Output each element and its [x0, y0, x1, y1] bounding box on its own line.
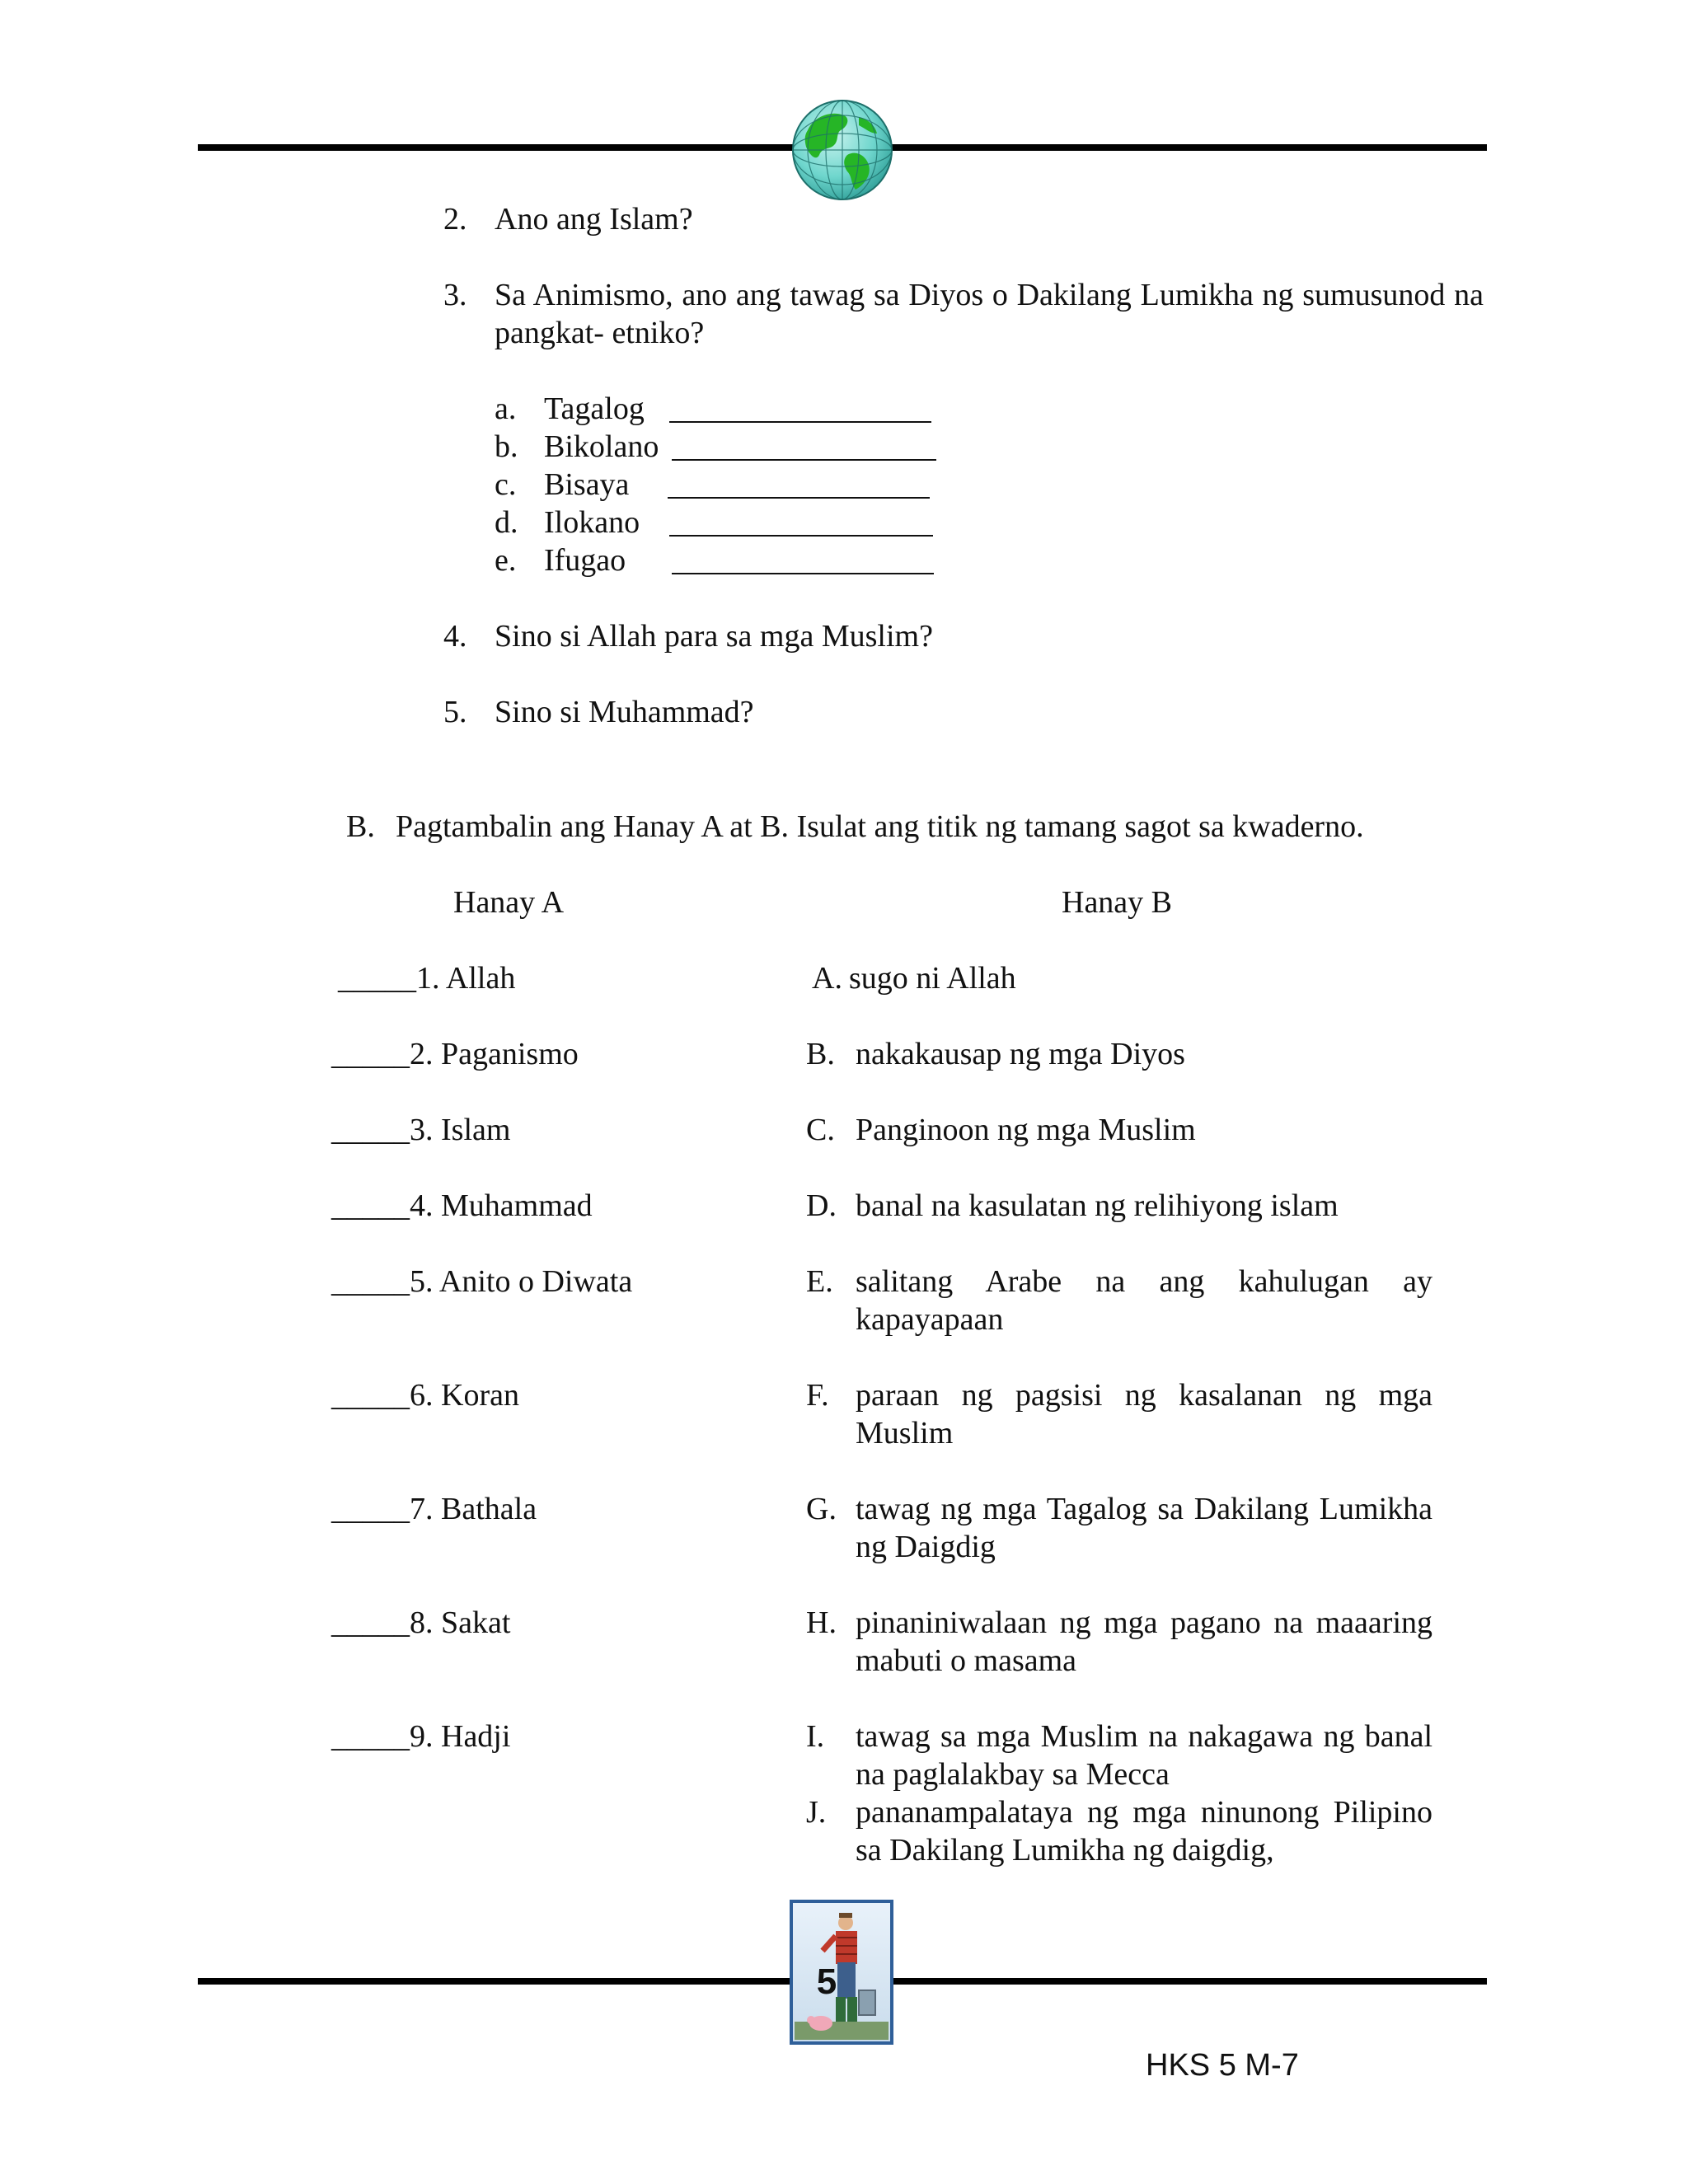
- hanay-a-item-9: _____9. Hadji: [331, 1719, 511, 1754]
- ethnic-letter-d: d.: [495, 505, 518, 540]
- globe-icon: [790, 97, 895, 203]
- question-2-text: Ano ang Islam?: [495, 202, 693, 237]
- hanay-a-item-6: _____6. Koran: [331, 1378, 519, 1413]
- ethnic-letter-b: b.: [495, 429, 518, 464]
- question-3-text: Sa Animismo, ano ang tawag sa Diyos o Dakilang Lumikha ng sumusunod na pangkat- etniko?: [495, 278, 1484, 350]
- answer-blank-ifugao[interactable]: [672, 548, 934, 574]
- hanay-a-item-4: _____4. Muhammad: [331, 1188, 593, 1223]
- hanay-a-item-5: _____5. Anito o Diwata: [331, 1264, 633, 1299]
- ethnic-name-ilokano: Ilokano: [544, 505, 640, 540]
- question-5-number: 5.: [443, 695, 467, 729]
- hanay-b-letter-i: I.: [806, 1719, 825, 1754]
- section-b-instruction: Pagtambalin ang Hanay A at B. Isulat ang titik ng tamang sagot sa kwaderno.: [396, 809, 1364, 844]
- ethnic-letter-e: e.: [495, 543, 517, 578]
- ethnic-name-tagalog: Tagalog: [544, 391, 645, 426]
- ethnic-name-bikolano: Bikolano: [544, 429, 659, 464]
- badge-number: 5: [816, 1961, 837, 2002]
- hanay-b-text-g: tawag ng mga Tagalog sa Dakilang Lumikha ng Daigdig: [856, 1492, 1432, 1564]
- hanay-b-letter-c: C.: [806, 1113, 835, 1147]
- question-4-number: 4.: [443, 619, 467, 654]
- hanay-b-letter-b: B.: [806, 1037, 835, 1071]
- hanay-b-text-b: nakakausap ng mga Diyos: [856, 1037, 1185, 1071]
- hanay-b-letter-e: E.: [806, 1264, 833, 1299]
- hanay-b-letter-f: F.: [806, 1378, 829, 1413]
- hanay-b-letter-j: J.: [806, 1795, 827, 1830]
- hanay-b-text-c: Panginoon ng mga Muslim: [856, 1113, 1196, 1147]
- hanay-a-item-2: _____2. Paganismo: [331, 1037, 579, 1071]
- hanay-b-text-h: pinaniniwalaan ng mga pagano na maaaring mabuti o masama: [856, 1605, 1432, 1678]
- hanay-a-header: Hanay A: [453, 885, 565, 920]
- module-code: HKS 5 M-7: [1146, 2048, 1299, 2083]
- hanay-a-item-3: _____3. Islam: [331, 1113, 511, 1147]
- answer-blank-tagalog[interactable]: [669, 396, 931, 423]
- hanay-b-text-d: banal na kasulatan ng relihiyong islam: [856, 1188, 1339, 1223]
- hanay-a-item-8: _____8. Sakat: [331, 1605, 511, 1640]
- answer-blank-ilokano[interactable]: [669, 510, 933, 537]
- ethnic-name-ifugao: Ifugao: [544, 543, 626, 578]
- hanay-b-text-i: tawag sa mga Muslim na nakagawa ng banal na paglalakbay sa Mecca: [856, 1719, 1432, 1792]
- ethnic-letter-a: a.: [495, 391, 517, 426]
- hanay-b-text-e: salitang Arabe na ang kahulugan ay kapayapaan: [856, 1264, 1432, 1337]
- hanay-b-letter-g: G.: [806, 1492, 837, 1526]
- hanay-b-letter-d: D.: [806, 1188, 837, 1223]
- hanay-a-item-7: _____7. Bathala: [331, 1492, 537, 1526]
- hanay-b-letter-h: H.: [806, 1605, 837, 1640]
- hanay-b-header: Hanay B: [1062, 885, 1173, 920]
- question-4-text: Sino si Allah para sa mga Muslim?: [495, 619, 933, 654]
- hanay-b-text-f: paraan ng pagsisi ng kasalanan ng mga Muslim: [856, 1378, 1432, 1451]
- ethnic-name-bisaya: Bisaya: [544, 467, 630, 502]
- question-5-text: Sino si Muhammad?: [495, 695, 754, 729]
- ethnic-letter-c: c.: [495, 467, 517, 502]
- answer-blank-bisaya[interactable]: [668, 472, 930, 499]
- section-b-letter: B.: [346, 809, 375, 844]
- hanay-b-text-a: sugo ni Allah: [849, 961, 1016, 996]
- question-3-number: 3.: [443, 278, 467, 312]
- question-2-number: 2.: [443, 202, 467, 237]
- hanay-b-text-j: pananampalataya ng mga ninunong Pilipino sa Dakilang Lumikha ng daigdig,: [856, 1795, 1432, 1868]
- hanay-a-item-1: _____1. Allah: [338, 961, 516, 996]
- hanay-b-letter-a: A.: [812, 961, 842, 996]
- answer-blank-bikolano[interactable]: [672, 434, 936, 461]
